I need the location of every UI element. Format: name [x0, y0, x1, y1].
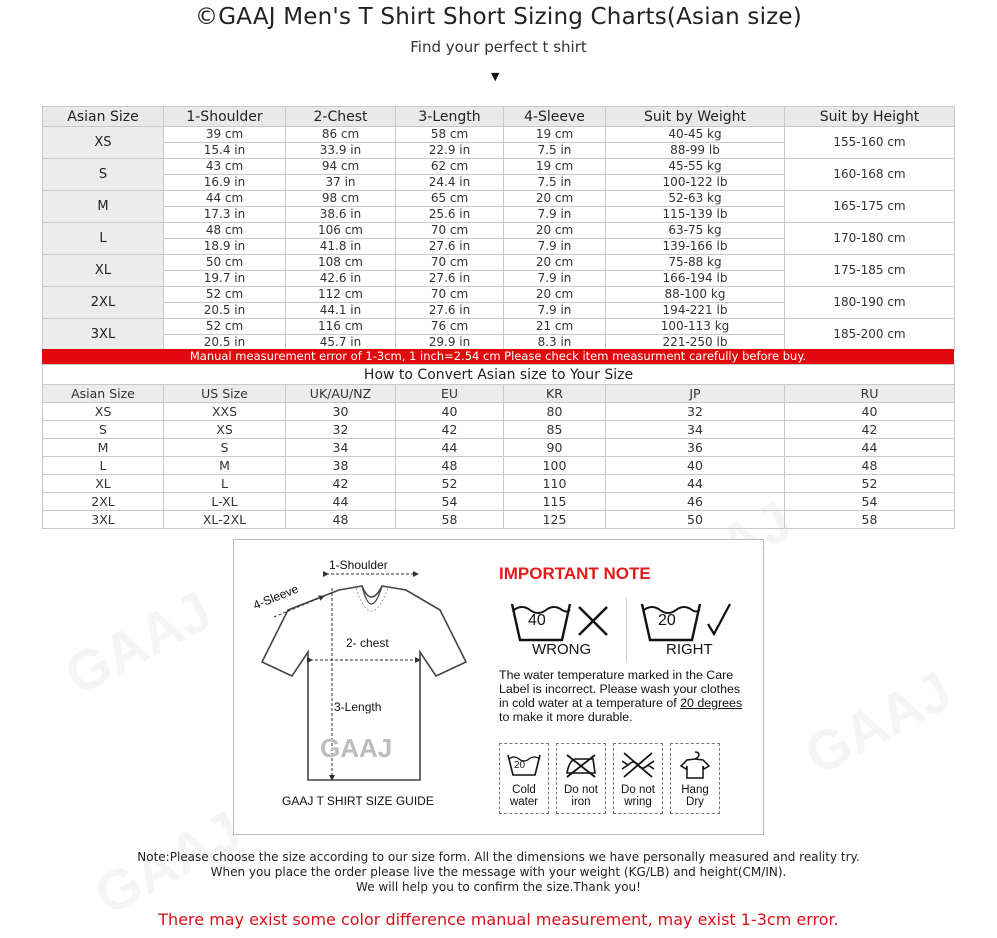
conversion-row: [43, 439, 955, 457]
measurement-cm-cell: 20 cm: [504, 287, 606, 303]
hang-dry-icon: [677, 750, 713, 780]
measurement-in-cell: 37 in: [286, 175, 396, 191]
size-conversion-table: [42, 364, 955, 529]
care-item-do-not-iron: [556, 743, 606, 814]
measurement-cm-cell: 39 cm: [164, 127, 286, 143]
conversion-cell: 40: [606, 457, 785, 475]
watermark: [794, 657, 962, 787]
measurement-in-cell: 41.8 in: [286, 239, 396, 255]
footer-note-line-2: When you place the order please live the message with your weight (KG/LB) and height(CM/IN).: [210, 865, 787, 879]
conversion-row: [43, 493, 955, 511]
measurement-cm-cell: 58 cm: [396, 127, 504, 143]
care-note-part2: to make it more durable.: [499, 710, 633, 724]
conversion-row: [43, 403, 955, 421]
column-header: 3-Length: [396, 107, 504, 127]
measurement-cm-cell: 75-88 kg: [606, 255, 785, 271]
measurement-cm-cell: 76 cm: [396, 319, 504, 335]
care-note-part1: The water temperature marked in the Care Label is incorrect. Please wash your clothes in cold water at a temperature of: [499, 668, 741, 710]
measurement-cm-cell: 43 cm: [164, 159, 286, 175]
conversion-cell: 42: [396, 421, 504, 439]
conversion-cell: 54: [785, 493, 955, 511]
conversion-caption-row: [43, 365, 955, 385]
measurement-cm-cell: 52 cm: [164, 287, 286, 303]
conversion-row: [43, 511, 955, 529]
conversion-cell: M: [164, 457, 286, 475]
conversion-cell: 44: [396, 439, 504, 457]
measurement-in-cell: 27.6 in: [396, 271, 504, 287]
column-header: 2-Chest: [286, 107, 396, 127]
measurement-in-cell: 7.5 in: [504, 143, 606, 159]
conversion-cell: 38: [286, 457, 396, 475]
measurement-error-banner: Manual measurement error of 1-3cm, 1 inch=2.54 cm Please check item measurment carefully before buy.: [42, 349, 954, 364]
conversion-cell: 32: [286, 421, 396, 439]
brand-logo: GAAJ: [320, 733, 393, 763]
size-row: [43, 127, 955, 143]
measurement-in-cell: 100-122 lb: [606, 175, 785, 191]
size-cell: XL: [43, 255, 164, 287]
care-label: Do not wring: [621, 784, 655, 808]
conversion-cell: 110: [504, 475, 606, 493]
conversion-cell: XXS: [164, 403, 286, 421]
conversion-cell: 48: [396, 457, 504, 475]
conversion-cell: 48: [785, 457, 955, 475]
column-header: UK/AU/NZ: [286, 385, 396, 403]
measurement-cm-cell: 52-63 kg: [606, 191, 785, 207]
color-difference-warning: There may exist some color difference manual measurement, may exist 1-3cm error.: [158, 910, 839, 929]
height-cell: 155-160 cm: [785, 127, 955, 159]
conversion-cell: L: [43, 457, 164, 475]
conversion-cell: 52: [785, 475, 955, 493]
height-cell: 165-175 cm: [785, 191, 955, 223]
wash-temp-right: 20: [658, 612, 676, 629]
size-cell: M: [43, 191, 164, 223]
measurement-in-cell: 25.6 in: [396, 207, 504, 223]
measurement-in-cell: 27.6 in: [396, 239, 504, 255]
conversion-cell: 58: [785, 511, 955, 529]
column-header: US Size: [164, 385, 286, 403]
conversion-cell: XS: [43, 403, 164, 421]
care-item-cold-water: [499, 743, 549, 814]
no-wring-icon: [620, 751, 656, 779]
footer-note-line-1: Note:Please choose the size according to our size form. All the dimensions we have personally measured and reality try.: [137, 850, 860, 864]
page-title: ©GAAJ Men's T Shirt Short Sizing Charts(Asian size): [195, 4, 802, 30]
shoulder-label: 1-Shoulder: [329, 558, 388, 572]
conversion-cell: 44: [286, 493, 396, 511]
conversion-cell: 46: [606, 493, 785, 511]
measurement-in-cell: 7.9 in: [504, 239, 606, 255]
measurement-in-cell: 44.1 in: [286, 303, 396, 319]
measurement-cm-cell: 20 cm: [504, 191, 606, 207]
height-cell: 160-168 cm: [785, 159, 955, 191]
measurement-cm-cell: 19 cm: [504, 159, 606, 175]
care-label: Do not iron: [564, 784, 598, 808]
measurement-cm-cell: 52 cm: [164, 319, 286, 335]
size-row: [43, 159, 955, 175]
height-cell: 185-200 cm: [785, 319, 955, 351]
conversion-cell: 42: [286, 475, 396, 493]
measurement-in-cell: 7.9 in: [504, 207, 606, 223]
measurement-cm-cell: 116 cm: [286, 319, 396, 335]
conversion-cell: 80: [504, 403, 606, 421]
conversion-cell: L: [164, 475, 286, 493]
conversion-cell: 3XL: [43, 511, 164, 529]
care-temp: 20: [514, 760, 526, 771]
conversion-cell: S: [164, 439, 286, 457]
care-label: Cold water: [509, 784, 539, 808]
measurement-cm-cell: 45-55 kg: [606, 159, 785, 175]
measurement-in-cell: 221-250 lb: [606, 335, 785, 351]
conversion-cell: 32: [606, 403, 785, 421]
conversion-cell: 85: [504, 421, 606, 439]
measurement-cm-cell: 50 cm: [164, 255, 286, 271]
size-row: [43, 287, 955, 303]
size-cell: 2XL: [43, 287, 164, 319]
measurement-in-cell: 8.3 in: [504, 335, 606, 351]
wrong-label: WRONG: [532, 641, 592, 658]
conversion-cell: 115: [504, 493, 606, 511]
measurement-cm-cell: 20 cm: [504, 255, 606, 271]
page-subtitle: Find your perfect t shirt: [410, 38, 587, 56]
cross-icon: [576, 604, 610, 638]
conversion-cell: 34: [606, 421, 785, 439]
size-guide-panel: [233, 539, 764, 835]
measurement-cm-cell: 112 cm: [286, 287, 396, 303]
size-cell: XS: [43, 127, 164, 159]
measurement-in-cell: 18.9 in: [164, 239, 286, 255]
size-cell: L: [43, 223, 164, 255]
measurement-in-cell: 194-221 lb: [606, 303, 785, 319]
measurement-in-cell: 19.7 in: [164, 271, 286, 287]
measurement-cm-cell: 88-100 kg: [606, 287, 785, 303]
conversion-cell: 44: [606, 475, 785, 493]
care-item-do-not-wring: [613, 743, 663, 814]
column-header: KR: [504, 385, 606, 403]
measurement-in-cell: 22.9 in: [396, 143, 504, 159]
measurement-cm-cell: 70 cm: [396, 255, 504, 271]
conversion-cell: XS: [164, 421, 286, 439]
conversion-cell: 44: [785, 439, 955, 457]
size-cell: 3XL: [43, 319, 164, 351]
measurement-cm-cell: 20 cm: [504, 223, 606, 239]
wash-temp-wrong: 40: [528, 612, 546, 629]
measurement-cm-cell: 40-45 kg: [606, 127, 785, 143]
measurement-cm-cell: 100-113 kg: [606, 319, 785, 335]
watermark: [54, 577, 222, 707]
conversion-row: [43, 457, 955, 475]
conversion-cell: 34: [286, 439, 396, 457]
measurement-in-cell: 29.9 in: [396, 335, 504, 351]
conversion-cell: 52: [396, 475, 504, 493]
conversion-cell: 40: [396, 403, 504, 421]
measurement-cm-cell: 62 cm: [396, 159, 504, 175]
column-header: JP: [606, 385, 785, 403]
conversion-cell: 30: [286, 403, 396, 421]
conversion-cell: 36: [606, 439, 785, 457]
measurement-cm-cell: 98 cm: [286, 191, 396, 207]
conversion-cell: 100: [504, 457, 606, 475]
measurement-in-cell: 16.9 in: [164, 175, 286, 191]
measurement-cm-cell: 44 cm: [164, 191, 286, 207]
size-row: [43, 255, 955, 271]
column-header: EU: [396, 385, 504, 403]
measurement-cm-cell: 86 cm: [286, 127, 396, 143]
measurement-cm-cell: 94 cm: [286, 159, 396, 175]
height-cell: 180-190 cm: [785, 287, 955, 319]
conversion-row: [43, 421, 955, 439]
measurement-cm-cell: 108 cm: [286, 255, 396, 271]
measurement-in-cell: 20.5 in: [164, 303, 286, 319]
conversion-cell: XL: [43, 475, 164, 493]
size-row: [43, 223, 955, 239]
chest-label: 2- chest: [346, 636, 389, 650]
measurement-in-cell: 20.5 in: [164, 335, 286, 351]
size-chart-header-row: [43, 107, 955, 127]
measurement-cm-cell: 70 cm: [396, 223, 504, 239]
conversion-cell: 125: [504, 511, 606, 529]
care-note-degrees: 20 degrees: [680, 696, 743, 710]
no-iron-icon: [563, 751, 599, 779]
measurement-in-cell: 88-99 lb: [606, 143, 785, 159]
height-cell: 170-180 cm: [785, 223, 955, 255]
measurement-in-cell: 115-139 lb: [606, 207, 785, 223]
conversion-cell: 40: [785, 403, 955, 421]
conversion-cell: 50: [606, 511, 785, 529]
down-arrow-icon: ▼: [491, 70, 500, 83]
conversion-cell: L-XL: [164, 493, 286, 511]
size-cell: S: [43, 159, 164, 191]
measurement-in-cell: 17.3 in: [164, 207, 286, 223]
conversion-caption: How to Convert Asian size to Your Size: [43, 365, 955, 385]
measurement-cm-cell: 21 cm: [504, 319, 606, 335]
measurement-in-cell: 42.6 in: [286, 271, 396, 287]
measurement-cm-cell: 70 cm: [396, 287, 504, 303]
conversion-cell: 48: [286, 511, 396, 529]
sleeve-label: 4-Sleeve: [251, 581, 301, 613]
conversion-row: [43, 475, 955, 493]
conversion-cell: 90: [504, 439, 606, 457]
important-note-heading: IMPORTANT NOTE: [499, 564, 651, 583]
conversion-cell: 42: [785, 421, 955, 439]
conversion-cell: XL-2XL: [164, 511, 286, 529]
measurement-cm-cell: 65 cm: [396, 191, 504, 207]
size-row: [43, 319, 955, 335]
care-note-text: [499, 668, 749, 724]
column-header: Asian Size: [43, 385, 164, 403]
measurement-in-cell: 45.7 in: [286, 335, 396, 351]
column-header: Suit by Height: [785, 107, 955, 127]
height-cell: 175-185 cm: [785, 255, 955, 287]
measurement-cm-cell: 48 cm: [164, 223, 286, 239]
column-header: RU: [785, 385, 955, 403]
size-chart-table: [42, 106, 955, 351]
size-row: [43, 191, 955, 207]
measurement-in-cell: 7.9 in: [504, 271, 606, 287]
footer-note-line-3: We will help you to confirm the size.Thank you!: [356, 880, 641, 894]
conversion-cell: 2XL: [43, 493, 164, 511]
column-header: 4-Sleeve: [504, 107, 606, 127]
measurement-in-cell: 139-166 lb: [606, 239, 785, 255]
column-header: Asian Size: [43, 107, 164, 127]
measurement-in-cell: 24.4 in: [396, 175, 504, 191]
measurement-in-cell: 7.5 in: [504, 175, 606, 191]
length-label: 3-Length: [334, 700, 382, 714]
column-header: 1-Shoulder: [164, 107, 286, 127]
conversion-cell: 58: [396, 511, 504, 529]
right-label: RIGHT: [666, 641, 713, 658]
measurement-in-cell: 166-194 lb: [606, 271, 785, 287]
divider: [626, 598, 627, 662]
measurement-in-cell: 15.4 in: [164, 143, 286, 159]
measurement-cm-cell: 19 cm: [504, 127, 606, 143]
conversion-cell: 54: [396, 493, 504, 511]
measurement-cm-cell: 106 cm: [286, 223, 396, 239]
measurement-in-cell: 27.6 in: [396, 303, 504, 319]
measurement-in-cell: 33.9 in: [286, 143, 396, 159]
column-header: Suit by Weight: [606, 107, 785, 127]
conversion-cell: S: [43, 421, 164, 439]
measurement-cm-cell: 63-75 kg: [606, 223, 785, 239]
checkmark-icon: [706, 602, 732, 638]
conversion-cell: M: [43, 439, 164, 457]
measurement-in-cell: 7.9 in: [504, 303, 606, 319]
conversion-header-row: [43, 385, 955, 403]
care-label: Hang Dry: [681, 784, 709, 808]
care-item-hang-dry: [670, 743, 720, 814]
measurement-in-cell: 38.6 in: [286, 207, 396, 223]
size-guide-caption: GAAJ T SHIRT SIZE GUIDE: [282, 794, 434, 808]
